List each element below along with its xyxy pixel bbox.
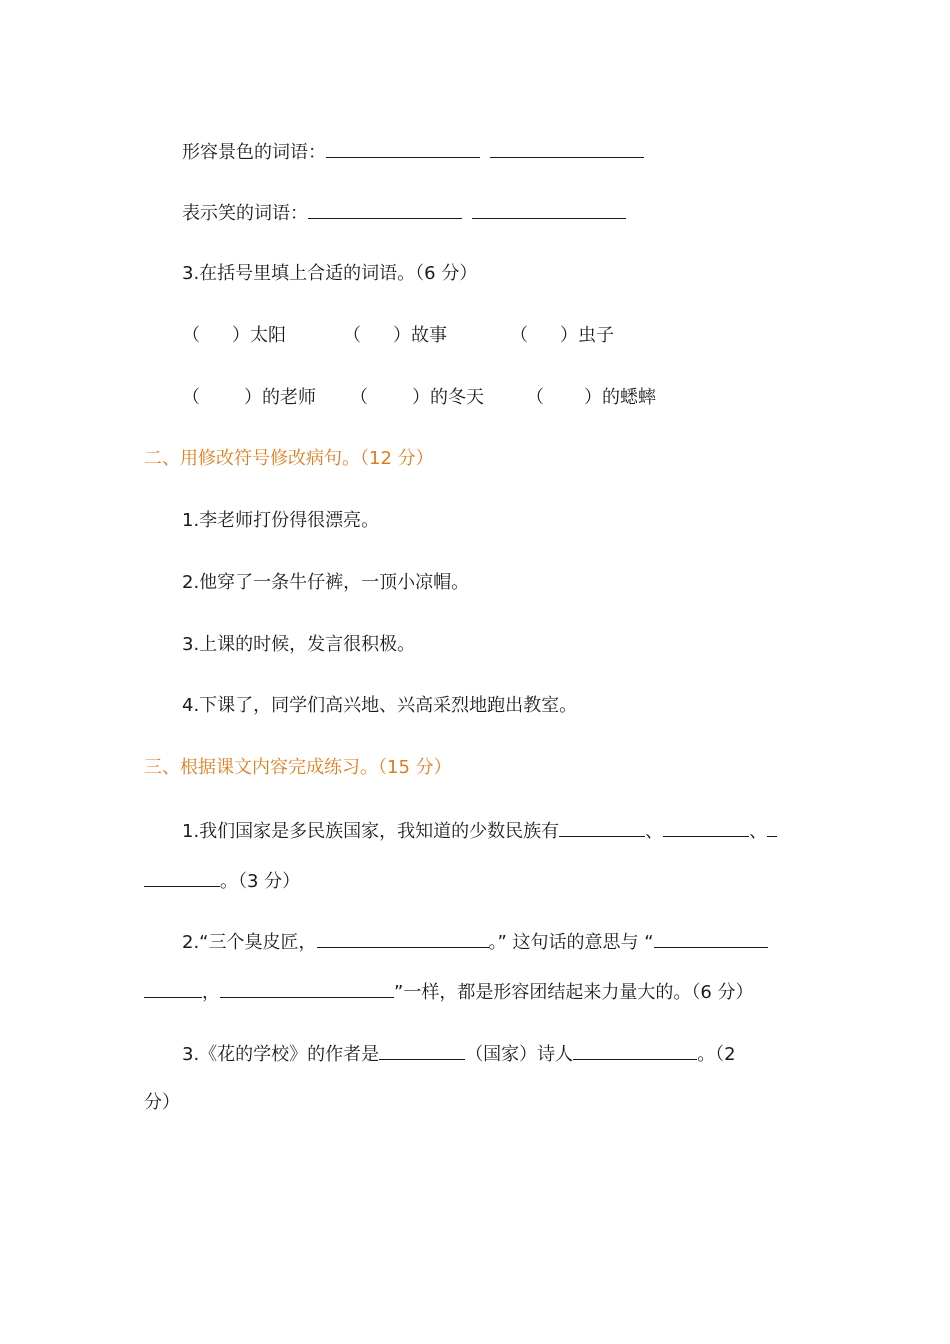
proverb-blank[interactable] — [317, 929, 489, 948]
bracket-close-label: ）太阳 — [232, 325, 286, 346]
s3-q3-text-2: （国家）诗人 — [465, 1044, 574, 1065]
s3-q1-end: 。（3 分） — [220, 871, 301, 892]
scenery-blank-1[interactable] — [326, 139, 480, 158]
s3-q3-line1 — [182, 1041, 736, 1065]
s3-q1-line2 — [144, 868, 300, 892]
bracket-item-bug[interactable] — [510, 324, 614, 348]
bracket-open: （ — [526, 387, 544, 408]
meaning-blank-2[interactable] — [220, 979, 394, 998]
sentence-item-1: 1.李老师打份得很漂亮。 — [182, 510, 380, 531]
s3-q2-line1 — [182, 929, 768, 953]
q3-title: 3.在括号里填上合适的词语。（6 分） — [182, 263, 478, 284]
section3-heading: 三、根据课文内容完成练习。（15 分） — [144, 757, 452, 778]
sentence-item-4: 4.下课了，同学们高兴地、兴高采烈地跑出教室。 — [182, 695, 578, 716]
ethnic-blank-3-start[interactable] — [767, 818, 777, 837]
bracket-open: （ — [350, 387, 368, 408]
smile-words-label: 表示笑的词语： — [182, 203, 308, 224]
bracket-open: （ — [510, 325, 528, 346]
bracket-open: （ — [182, 325, 200, 346]
s3-q2-text-2: 。” 这句话的意思与 “ — [488, 932, 654, 953]
separator: 、 — [645, 821, 664, 842]
bracket-item-sun[interactable] — [182, 324, 286, 348]
bracket-close-label: ）的老师 — [244, 387, 316, 408]
bracket-item-teacher[interactable] — [182, 386, 316, 410]
bracket-open: （ — [343, 325, 361, 346]
section2-heading: 二、用修改符号修改病句。（12 分） — [144, 448, 434, 469]
bracket-close-label: ）的蟋蟀 — [584, 387, 656, 408]
bracket-item-cricket[interactable] — [526, 386, 656, 410]
bracket-close-label: ）故事 — [393, 325, 447, 346]
s3-q2-text: 2.“三个臭皮匠， — [182, 932, 317, 953]
bracket-close-label: ）虫子 — [560, 325, 614, 346]
ethnic-blank-2[interactable] — [663, 818, 749, 837]
s3-q1-line1 — [182, 818, 777, 842]
ethnic-blank-1[interactable] — [559, 818, 645, 837]
smile-words-line — [182, 200, 626, 224]
country-blank[interactable] — [379, 1041, 465, 1060]
meaning-blank-1-start[interactable] — [654, 929, 768, 948]
bracket-item-winter[interactable] — [350, 386, 484, 410]
ethnic-blank-3-end[interactable] — [144, 868, 220, 887]
sentence-item-2: 2.他穿了一条牛仔裤，一顶小凉帽。 — [182, 572, 470, 593]
s3-q3-line2: 分） — [144, 1092, 180, 1113]
bracket-open: （ — [182, 387, 200, 408]
comma: ， — [202, 982, 220, 1003]
scenery-blank-2[interactable] — [490, 139, 644, 158]
s3-q2-end: ”一样，都是形容团结起来力量大的。（6 分） — [394, 982, 754, 1003]
scenery-words-line — [182, 139, 644, 163]
s3-q2-line2 — [144, 979, 754, 1003]
bracket-item-story[interactable] — [343, 324, 447, 348]
s3-q3-text: 3.《花的学校》的作者是 — [182, 1044, 380, 1065]
s3-q1-text: 1.我们国家是多民族国家，我知道的少数民族有 — [182, 821, 560, 842]
meaning-blank-1-end[interactable] — [144, 979, 202, 998]
bracket-close-label: ）的冬天 — [412, 387, 484, 408]
smile-blank-1[interactable] — [308, 200, 462, 219]
scenery-words-label: 形容景色的词语： — [182, 142, 326, 163]
s3-q3-text-3: 。（2 — [697, 1044, 736, 1065]
poet-blank[interactable] — [573, 1041, 697, 1060]
separator: 、 — [749, 821, 768, 842]
smile-blank-2[interactable] — [472, 200, 626, 219]
sentence-item-3: 3.上课的时候，发言很积极。 — [182, 634, 416, 655]
